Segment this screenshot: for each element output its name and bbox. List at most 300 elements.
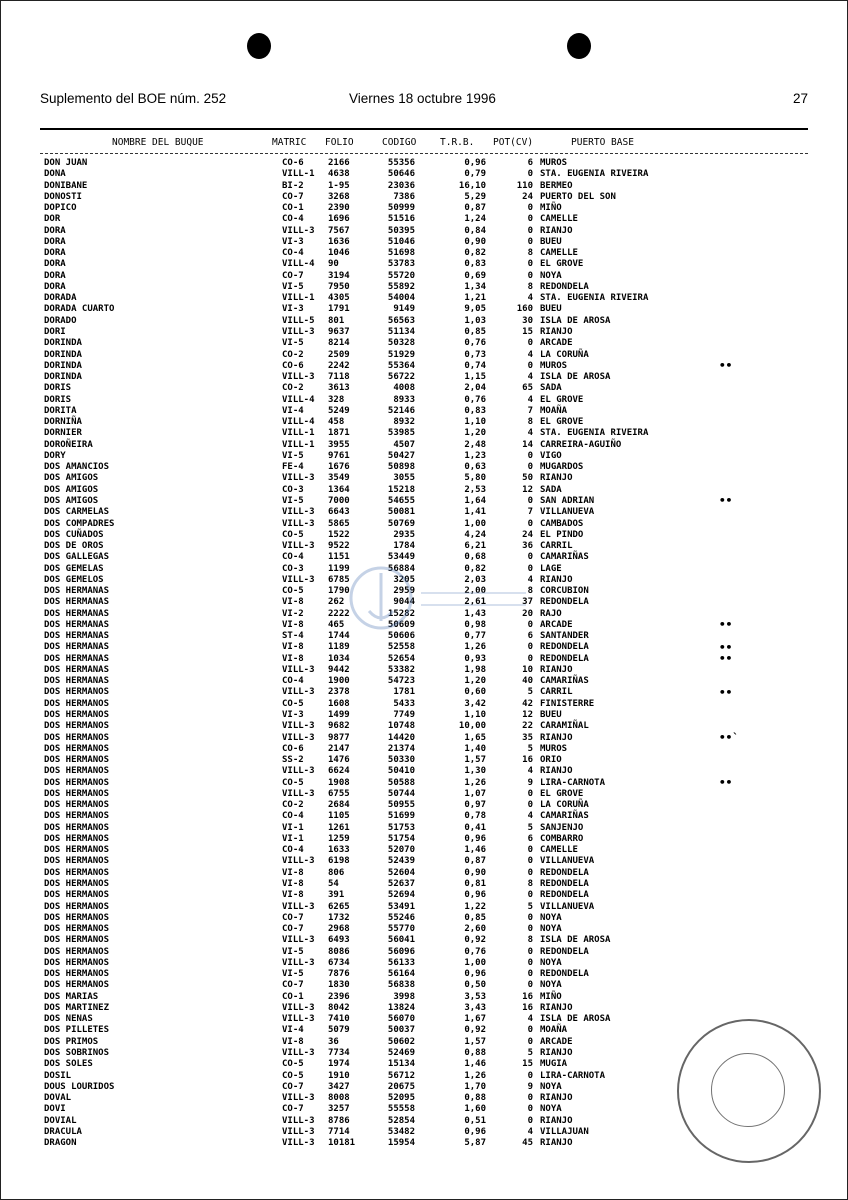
cell-trb: 0,83 (464, 259, 486, 270)
cell-folio: 6785 (328, 574, 350, 585)
cell-matric: CO-5 (282, 777, 304, 788)
cell-codigo: 53482 (387, 1126, 415, 1137)
cell-codigo: 52469 (387, 1047, 415, 1058)
cell-trb: 3,42 (464, 698, 486, 709)
cell-matric: FE-4 (282, 462, 304, 473)
cell-pot: 15 (522, 326, 533, 337)
cell-pot: 0 (527, 890, 533, 901)
cell-vessel-name: DOS HERMANAS (44, 608, 110, 619)
cell-vessel-name: DOS HERMANOS (44, 732, 110, 743)
cell-folio: 1696 (328, 214, 350, 225)
cell-trb: 10,00 (458, 721, 486, 732)
cell-puerto-base: NOYA (540, 270, 562, 281)
cell-puerto-base: BUEU (540, 236, 562, 247)
margin-mark: •• (719, 640, 733, 654)
cell-codigo: 55364 (387, 360, 415, 371)
cell-matric: VILL-3 (282, 856, 315, 867)
cell-vessel-name: DOS HERMANOS (44, 845, 110, 856)
cell-folio: 1633 (328, 845, 350, 856)
table-row (1, 879, 848, 890)
cell-trb: 1,46 (464, 845, 486, 856)
cell-puerto-base: STA. EUGENIA RIVEIRA (540, 169, 649, 180)
cell-trb: 0,69 (464, 270, 486, 281)
cell-pot: 6 (527, 833, 533, 844)
cell-folio: 3427 (328, 1081, 350, 1092)
cell-matric: CO-3 (282, 484, 304, 495)
cell-vessel-name: DOVI (44, 1104, 66, 1115)
cell-trb: 0,98 (464, 619, 486, 630)
margin-mark: •• (719, 775, 733, 789)
cell-puerto-base: RIANJO (540, 225, 573, 236)
cell-trb: 4,24 (464, 529, 486, 540)
cell-codigo: 55720 (387, 270, 415, 281)
cell-matric: CO-1 (282, 203, 304, 214)
cell-vessel-name: DOS CUÑADOS (44, 529, 104, 540)
cell-matric: VI-3 (282, 236, 304, 247)
cell-matric: CO-6 (282, 360, 304, 371)
cell-folio: 9442 (328, 664, 350, 675)
cell-puerto-base: MUROS (540, 158, 568, 168)
cell-puerto-base: REDONDELA (540, 281, 589, 292)
cell-folio: 8086 (328, 946, 350, 957)
cell-pot: 0 (527, 653, 533, 664)
cell-pot: 12 (522, 484, 533, 495)
cell-puerto-base: NOYA (540, 1081, 562, 1092)
cell-trb: 0,81 (464, 879, 486, 889)
cell-folio: 1522 (328, 529, 350, 540)
cell-puerto-base: LA CORUÑA (540, 800, 589, 811)
cell-pot: 0 (527, 495, 533, 506)
cell-matric: CO-4 (282, 552, 304, 563)
cell-matric: CO-7 (282, 1104, 304, 1115)
cell-trb: 0,96 (464, 1126, 486, 1137)
cell-matric: VILL-1 (282, 428, 315, 439)
cell-trb: 1,20 (464, 676, 486, 687)
cell-codigo: 50427 (387, 450, 415, 461)
cell-folio: 1790 (328, 586, 350, 597)
cell-codigo: 1784 (393, 541, 415, 552)
cell-puerto-base: RIANJO (540, 664, 573, 675)
cell-vessel-name: DOS HERMANOS (44, 935, 110, 946)
cell-matric: VI-5 (282, 495, 304, 506)
table-row (1, 383, 848, 394)
cell-puerto-base: NOYA (540, 957, 562, 968)
cell-matric: VI-4 (282, 405, 304, 416)
cell-matric: VILL-3 (282, 1047, 315, 1058)
cell-matric: VILL-3 (282, 1002, 315, 1013)
cell-folio: 7734 (328, 1047, 350, 1058)
cell-folio: 1830 (328, 980, 350, 991)
cell-folio: 7876 (328, 969, 350, 980)
cell-folio: 6734 (328, 957, 350, 968)
cell-trb: 1,21 (464, 293, 486, 304)
cell-puerto-base: SADA (540, 484, 562, 495)
cell-vessel-name: DOS HERMANOS (44, 755, 110, 766)
col-folio-header: FOLIO (325, 137, 354, 148)
cell-codigo: 15218 (387, 484, 415, 495)
cell-puerto-base: RIANJO (540, 732, 573, 743)
cell-puerto-base: REDONDELA (540, 879, 589, 889)
cell-vessel-name: DOS AMIGOS (44, 484, 99, 495)
cell-trb: 1,34 (464, 281, 486, 292)
cell-vessel-name: DORA (44, 248, 66, 259)
cell-puerto-base: SANJENJO (540, 822, 584, 833)
cell-trb: 2,61 (464, 597, 486, 608)
cell-pot: 0 (527, 924, 533, 935)
cell-trb: 0,87 (464, 203, 486, 214)
cell-vessel-name: DOS HERMANOS (44, 980, 110, 991)
cell-matric: VI-3 (282, 710, 304, 721)
cell-trb: 0,76 (464, 338, 486, 349)
cell-matric: VI-8 (282, 879, 304, 889)
cell-pot: 4 (527, 293, 533, 304)
cell-pot: 6 (527, 631, 533, 642)
cell-codigo: 56838 (387, 980, 415, 991)
cell-codigo: 51516 (387, 214, 415, 225)
cell-vessel-name: DOS HERMANOS (44, 822, 110, 833)
cell-codigo: 56133 (387, 957, 415, 968)
cell-folio: 2147 (328, 743, 350, 754)
cell-codigo: 8933 (393, 394, 415, 405)
cell-matric: VILL-1 (282, 439, 315, 450)
publication-title: Suplemento del BOE núm. 252 (40, 91, 227, 106)
cell-folio: 4638 (328, 169, 350, 180)
cell-trb: 0,51 (464, 1115, 486, 1126)
cell-folio: 1199 (328, 563, 350, 574)
table-row (1, 969, 848, 980)
table-row (1, 845, 848, 856)
cell-folio: 3257 (328, 1104, 350, 1115)
cell-codigo: 15134 (387, 1059, 415, 1070)
cell-codigo: 54723 (387, 676, 415, 687)
cell-pot: 12 (522, 710, 533, 721)
cell-folio: 54 (328, 879, 339, 889)
cell-vessel-name: DORA (44, 281, 66, 292)
margin-mark: ••` (719, 730, 739, 744)
cell-pot: 0 (527, 518, 533, 529)
cell-folio: 1364 (328, 484, 350, 495)
cell-trb: 0,68 (464, 552, 486, 563)
cell-folio: 7950 (328, 281, 350, 292)
cell-vessel-name: DOS HERMANAS (44, 597, 110, 608)
cell-codigo: 13824 (387, 1002, 415, 1013)
table-row (1, 710, 848, 721)
cell-vessel-name: DOS HERMANOS (44, 924, 110, 935)
cell-trb: 5,80 (464, 473, 486, 484)
cell-trb: 9,05 (464, 304, 486, 315)
cell-codigo: 51046 (387, 236, 415, 247)
cell-vessel-name: DOROÑEIRA (44, 439, 93, 450)
cell-trb: 0,90 (464, 867, 486, 878)
cell-puerto-base: EL PINDO (540, 529, 584, 540)
cell-trb: 0,77 (464, 631, 486, 642)
cell-folio: 4305 (328, 293, 350, 304)
cell-puerto-base: MOAÑA (540, 1025, 568, 1036)
cell-trb: 0,82 (464, 248, 486, 259)
cell-pot: 0 (527, 642, 533, 653)
cell-folio: 6493 (328, 935, 350, 946)
cell-folio: 1908 (328, 777, 350, 788)
cell-puerto-base: REDONDELA (540, 642, 589, 653)
cell-vessel-name: DORADA (44, 293, 77, 304)
cell-codigo: 52439 (387, 856, 415, 867)
cell-codigo: 51754 (387, 833, 415, 844)
cell-matric: VILL-5 (282, 315, 315, 326)
cell-pot: 0 (527, 563, 533, 574)
cell-pot: 7 (527, 507, 533, 518)
cell-trb: 2,00 (464, 586, 486, 597)
cell-trb: 1,15 (464, 372, 486, 383)
cell-codigo: 51929 (387, 349, 415, 360)
cell-codigo: 52604 (387, 867, 415, 878)
table-row (1, 304, 848, 315)
table-row (1, 913, 848, 924)
cell-matric: VILL-4 (282, 417, 315, 428)
cell-folio: 7000 (328, 495, 350, 506)
cell-codigo: 52694 (387, 890, 415, 901)
cell-puerto-base: ARCADE (540, 338, 573, 349)
cell-puerto-base: MUGARDOS (540, 462, 584, 473)
cell-vessel-name: DOS HERMANAS (44, 676, 110, 687)
table-row (1, 327, 848, 338)
cell-folio: 1608 (328, 698, 350, 709)
table-row (1, 192, 848, 203)
cell-codigo: 56164 (387, 969, 415, 980)
cell-vessel-name: DOS HERMANOS (44, 766, 110, 777)
cell-matric: SS-2 (282, 755, 304, 766)
table-row (1, 372, 848, 383)
cell-vessel-name: DOS PRIMOS (44, 1036, 99, 1047)
cell-puerto-base: CARREIRA-AGUIÑO (540, 439, 622, 450)
cell-vessel-name: DOR (44, 214, 61, 225)
table-row (1, 519, 848, 530)
cell-vessel-name: DORIS (44, 383, 72, 394)
cell-trb: 0,76 (464, 946, 486, 957)
cell-trb: 0,96 (464, 833, 486, 844)
cell-trb: 1,00 (464, 957, 486, 968)
cell-trb: 0,74 (464, 360, 486, 371)
cell-matric: VILL-3 (282, 935, 315, 946)
cell-trb: 2,04 (464, 383, 486, 394)
table-row (1, 395, 848, 406)
cell-pot: 4 (527, 394, 533, 405)
cell-codigo: 56041 (387, 935, 415, 946)
cell-trb: 1,20 (464, 428, 486, 439)
cell-codigo: 50330 (387, 755, 415, 766)
table-row (1, 992, 848, 1003)
cell-matric: VILL-3 (282, 1014, 315, 1025)
cell-matric: CO-5 (282, 1070, 304, 1081)
table-row (1, 406, 848, 417)
cell-codigo: 1781 (393, 687, 415, 698)
cell-folio: 6265 (328, 901, 350, 912)
cell-trb: 1,60 (464, 1104, 486, 1115)
table-row (1, 1003, 848, 1014)
cell-pot: 5 (527, 743, 533, 754)
cell-codigo: 8932 (393, 417, 415, 428)
cell-folio: 3268 (328, 191, 350, 202)
cell-folio: 6624 (328, 766, 350, 777)
cell-folio: 8008 (328, 1093, 350, 1104)
cell-puerto-base: CAMELLE (540, 214, 578, 225)
cell-puerto-base: MIÑO (540, 203, 562, 214)
cell-trb: 1,64 (464, 495, 486, 506)
cell-pot: 0 (527, 462, 533, 473)
cell-pot: 16 (522, 991, 533, 1002)
cell-vessel-name: DOS HERMANAS (44, 642, 110, 653)
cell-codigo: 52070 (387, 845, 415, 856)
cell-codigo: 50646 (387, 169, 415, 180)
cell-vessel-name: DOS HERMANOS (44, 800, 110, 811)
cell-codigo: 10748 (387, 721, 415, 732)
cell-codigo: 50609 (387, 619, 415, 630)
cell-puerto-base: NOYA (540, 924, 562, 935)
cell-vessel-name: DOS HERMANAS (44, 586, 110, 597)
cell-folio: 8214 (328, 338, 350, 349)
cell-folio: 1499 (328, 710, 350, 721)
cell-folio: 1636 (328, 236, 350, 247)
cell-vessel-name: DOS DE OROS (44, 541, 104, 552)
cell-folio: 2222 (328, 608, 350, 619)
cell-vessel-name: DOS COMPADRES (44, 518, 115, 529)
cell-folio: 801 (328, 315, 345, 326)
cell-folio: 2509 (328, 349, 350, 360)
cell-trb: 1,43 (464, 608, 486, 619)
cell-folio: 1105 (328, 811, 350, 822)
cell-pot: 0 (527, 969, 533, 980)
cell-folio: 3549 (328, 473, 350, 484)
cell-trb: 1,26 (464, 1070, 486, 1081)
cell-matric: CO-1 (282, 991, 304, 1002)
cell-vessel-name: DOS HERMANOS (44, 856, 110, 867)
table-row (1, 800, 848, 811)
cell-folio: 8786 (328, 1115, 350, 1126)
cell-puerto-base: MOAÑA (540, 405, 568, 416)
cell-folio: 1046 (328, 248, 350, 259)
table-row (1, 699, 848, 710)
cell-codigo: 3205 (393, 574, 415, 585)
cell-codigo: 51753 (387, 822, 415, 833)
cell-folio: 1791 (328, 304, 350, 315)
cell-pot: 4 (527, 811, 533, 822)
cell-folio: 8042 (328, 1002, 350, 1013)
cell-codigo: 50955 (387, 800, 415, 811)
table-row (1, 744, 848, 755)
table-row (1, 169, 848, 180)
cell-codigo: 50395 (387, 225, 415, 236)
cell-folio: 36 (328, 1036, 339, 1047)
cell-trb: 0,76 (464, 394, 486, 405)
cell-folio: 1871 (328, 428, 350, 439)
cell-pot: 16 (522, 755, 533, 766)
cell-vessel-name: DOS HERMANOS (44, 879, 110, 889)
cell-puerto-base: VIGO (540, 450, 562, 461)
cell-codigo: 9149 (393, 304, 415, 315)
cell-folio: 6198 (328, 856, 350, 867)
cell-folio: 6643 (328, 507, 350, 518)
cell-matric: VILL-3 (282, 664, 315, 675)
cell-codigo: 9044 (393, 597, 415, 608)
cell-pot: 5 (527, 687, 533, 698)
cell-puerto-base: EL GROVE (540, 417, 584, 428)
cell-vessel-name: DRAGON (44, 1138, 77, 1149)
cell-vessel-name: DOS HERMANOS (44, 890, 110, 901)
cell-matric: VILL-3 (282, 957, 315, 968)
table-row (1, 203, 848, 214)
cell-trb: 2,53 (464, 484, 486, 495)
cell-puerto-base: ARCADE (540, 1036, 573, 1047)
cell-vessel-name: DOS GEMELAS (44, 563, 104, 574)
cell-trb: 0,88 (464, 1093, 486, 1104)
cell-pot: 0 (527, 957, 533, 968)
cell-trb: 1,23 (464, 450, 486, 461)
cell-codigo: 55892 (387, 281, 415, 292)
cell-trb: 0,50 (464, 980, 486, 991)
cell-matric: VI-3 (282, 304, 304, 315)
official-stamp (677, 1019, 821, 1163)
cell-vessel-name: DORNIÑA (44, 417, 82, 428)
cell-pot: 50 (522, 473, 533, 484)
cell-codigo: 56884 (387, 563, 415, 574)
table-row (1, 530, 848, 541)
cell-matric: CO-2 (282, 800, 304, 811)
table-row (1, 834, 848, 845)
header-rule (40, 128, 808, 130)
cell-puerto-base: ARCADE (540, 619, 573, 630)
cell-puerto-base: REDONDELA (540, 597, 589, 608)
table-row (1, 856, 848, 867)
cell-vessel-name: DOS AMANCIOS (44, 462, 110, 473)
cell-vessel-name: DOS HERMANAS (44, 664, 110, 675)
cell-folio: 5079 (328, 1025, 350, 1036)
table-row (1, 451, 848, 462)
cell-pot: 4 (527, 574, 533, 585)
cell-vessel-name: DOS HERMANOS (44, 957, 110, 968)
cell-folio: 1259 (328, 833, 350, 844)
cell-puerto-base: BUEU (540, 710, 562, 721)
cell-codigo: 50999 (387, 203, 415, 214)
cell-trb: 1,00 (464, 518, 486, 529)
cell-trb: 1,10 (464, 710, 486, 721)
cell-vessel-name: DOS HERMANOS (44, 946, 110, 957)
cell-puerto-base: CORCUBION (540, 586, 589, 597)
table-row (1, 935, 848, 946)
cell-matric: VILL-3 (282, 732, 315, 743)
cell-trb: 6,21 (464, 541, 486, 552)
cell-pot: 5 (527, 901, 533, 912)
cell-folio: 3613 (328, 383, 350, 394)
cell-codigo: 52637 (387, 879, 415, 889)
cell-folio: 1034 (328, 653, 350, 664)
cell-folio: 3194 (328, 270, 350, 281)
cell-folio: 10181 (328, 1138, 356, 1149)
cell-puerto-base: SANTANDER (540, 631, 589, 642)
cell-folio: 5865 (328, 518, 350, 529)
table-row (1, 293, 848, 304)
cell-folio: 9637 (328, 326, 350, 337)
cell-matric: CO-3 (282, 563, 304, 574)
page-header (40, 91, 808, 109)
cell-vessel-name: DORIS (44, 394, 72, 405)
table-row (1, 462, 848, 473)
cell-matric: VI-8 (282, 642, 304, 653)
cell-trb: 5,87 (464, 1138, 486, 1149)
cell-matric: VILL-3 (282, 788, 315, 799)
cell-folio: 465 (328, 619, 345, 630)
cell-pot: 4 (527, 766, 533, 777)
cell-pot: 0 (527, 980, 533, 991)
cell-puerto-base: VILLANUEVA (540, 507, 595, 518)
